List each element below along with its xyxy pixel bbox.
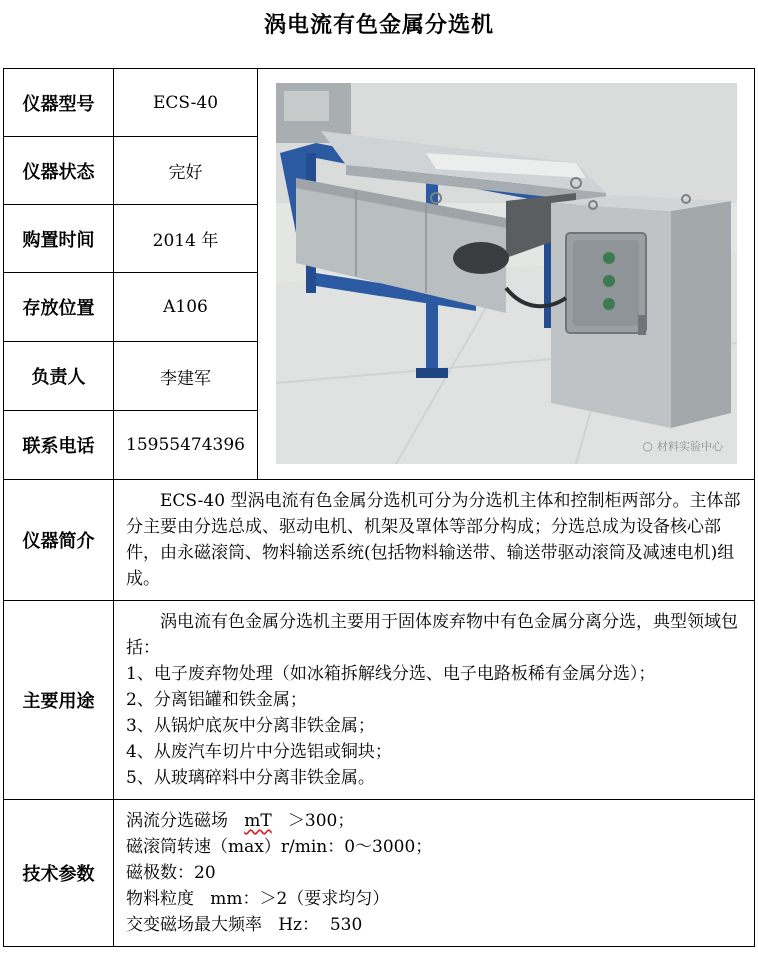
spec-unit: mT [244,811,272,831]
spec-name: 交变磁场最大频率 [126,915,262,935]
usage-item: 2、分离铝罐和铁金属； [126,690,307,710]
status-label: 仪器状态 [4,137,114,205]
phone-label: 联系电话 [4,411,114,480]
location-value: A106 [114,273,258,342]
usage-item: 5、从玻璃碎料中分离非铁金属。 [126,768,375,788]
specs-text-cell [114,800,755,947]
spec-line [126,808,744,834]
table-row [4,800,755,947]
separator-machine-illustration [276,83,737,464]
spec-name: 涡流分选磁场 [126,811,228,831]
model-label: 仪器型号 [4,69,114,137]
spec-line [126,834,744,860]
photo-watermark [643,438,723,454]
instrument-info-table [3,68,755,947]
spec-name: 磁极数： [126,863,194,883]
usage-lead: 涡电流有色金属分选机主要用于固体废弃物中有色金属分离分选，典型领域包括： [126,612,738,658]
usage-text-cell [114,601,755,800]
purchase-date-value: 2014 年 [114,205,258,273]
purchase-date-label: 购置时间 [4,205,114,273]
usage-item: 1、电子废弃物处理（如冰箱拆解线分选、电子电路板稀有金属分选）； [126,664,656,684]
phone-value: 15955474396 [114,411,258,480]
spec-name: 磁滚筒转速（max）r/min： [126,837,345,857]
person-in-charge-value: 李建军 [114,342,258,411]
spec-value: 530 [329,915,363,935]
spec-line [126,860,744,886]
person-in-charge-label: 负责人 [4,342,114,411]
usage-item: 4、从废汽车切片中分选铝或铜块； [126,742,392,762]
status-value: 完好 [114,137,258,205]
specs-label: 技术参数 [4,800,114,947]
usage-item: 3、从锅炉底灰中分离非铁金属； [126,716,375,736]
intro-label: 仪器简介 [4,480,114,601]
usage-label: 主要用途 [4,601,114,800]
photo-cell [258,69,755,480]
spec-value: 0～3000； [344,837,433,857]
spec-line [126,886,744,912]
wechat-icon: ○ [642,438,653,453]
spec-value: 20 [194,863,216,883]
spec-name: 物料粒度 [126,889,194,909]
intro-text: ECS-40 型涡电流有色金属分选机可分为分选机主体和控制柜两部分。主体部分主要由分选总成、驱动电机、机架及罩体等部分构成；分选总成为设备核心部件，由永磁滚筒、物料输送系统(包括物料输送带、输送带驱动滚筒及减速电机)组成。 [126,491,741,589]
table-row [4,69,755,137]
table-row [4,480,755,601]
instrument-photo [276,83,737,464]
spec-unit: Hz： [278,915,320,935]
spec-value: ＞300； [287,811,355,831]
table-row [4,601,755,800]
location-label: 存放位置 [4,273,114,342]
spec-value: ＞2（要求均匀） [259,889,390,909]
spec-line [126,912,744,938]
watermark-text: 材料实验中心 [657,439,723,453]
intro-text-cell [114,480,755,601]
page-title: 涡电流有色金属分选机 [263,12,494,38]
spec-unit: mm： [210,889,260,909]
model-value: ECS-40 [114,69,258,137]
